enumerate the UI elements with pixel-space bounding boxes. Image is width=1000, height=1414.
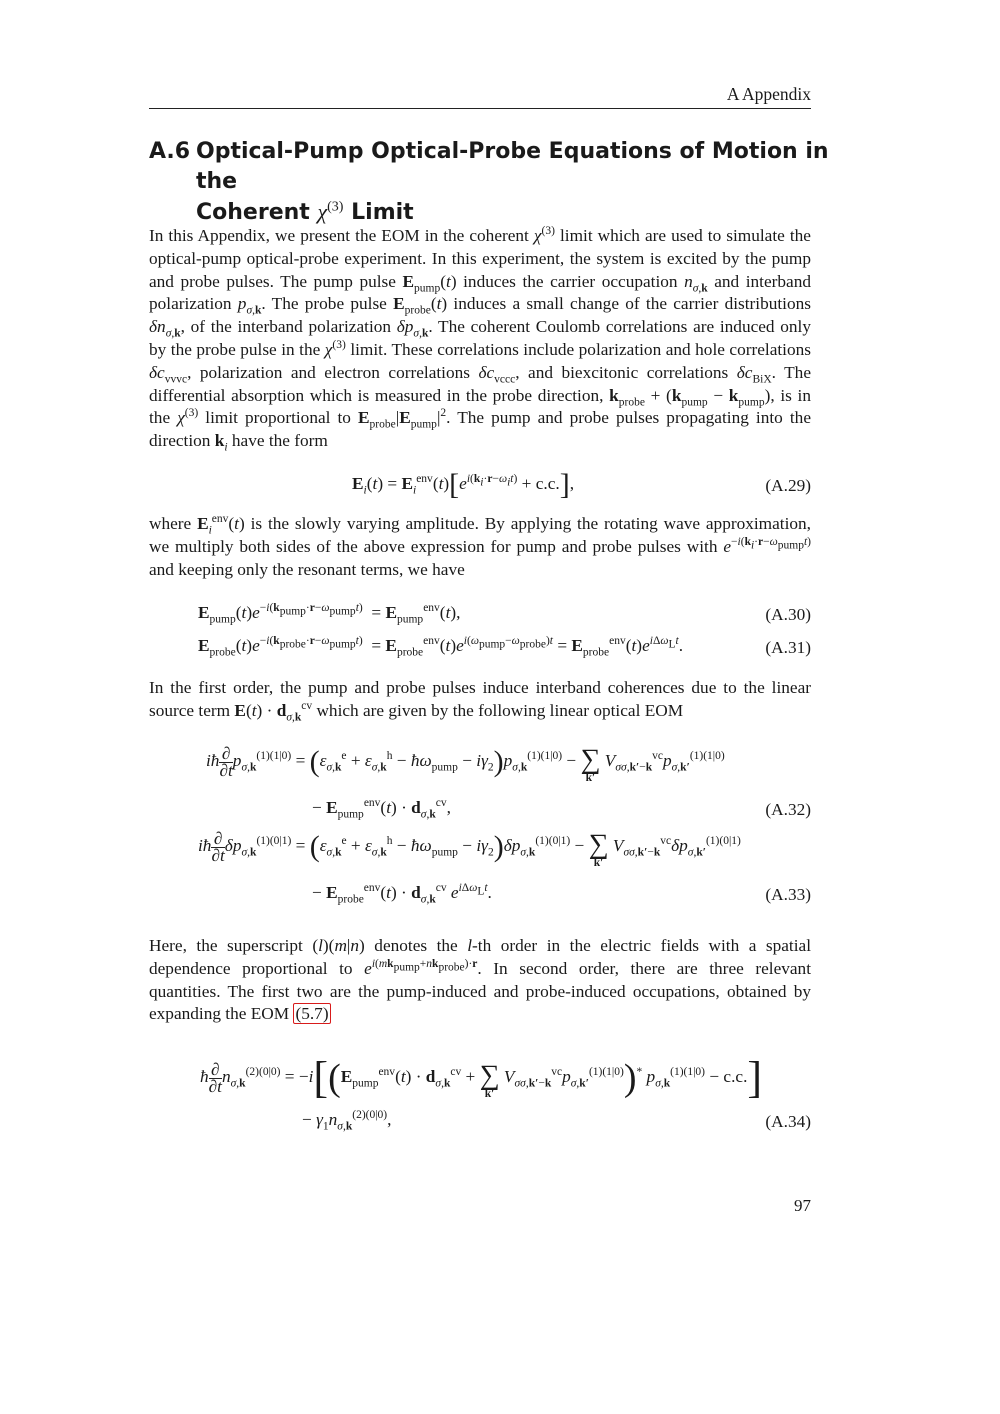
paragraph-first-order: In the first order, the pump and probe pulses induce interband coherences due to the linear source term $E(t) \cdot d_{\sigma,k}^{cv}$ which are given by the following linear optical EOM	[149, 678, 811, 724]
paragraph-second-order: Here, the superscript (l)(m|n) denotes the l-th order in the electric fields with a spatial dependence proportional to $e^{i(mk_{pump}+nk_{probe})\cdot r}$. In second order, there are three relevant quantities. The first two are the pump-induced and probe-induced occupations, obtained by expanding the EOM (5.7)	[149, 936, 811, 1024]
equation-a30: $E_{pump}(t)e^{-i(k_{pump}\cdot r-\omega_{pump}t)} = E_{pump}^{env}(t)$,	[198, 602, 461, 626]
equation-number: (A.29)	[765, 476, 811, 495]
equation-a32: iħ $\frac{\partial}{\partial t}$ $p_{\sigma,k}^{(1)(1|0)} = (\varepsilon_{\sigma,k}^e + \varepsilon_{\sigma,k}^h$ − $ħ\omega_{pump} - i\gamma_2)p_{\sigma,k}^{(1)(1|0)}$ − ∑ k′ $V_{\sigma\sigma,k'-k}^{vc}p_{\sigma,k'}^{(1)(1|0)}$	[206, 743, 725, 784]
paragraph-intro: In this Appendix, we present the EOM in the coherent $\chi^{(3)}$ limit which are used to simulate the optical-pump optical-probe experiment. In this experiment, the system is excited by the pump and probe pulses. The pump pulse $E_{pump}(t)$ induces the carrier occupation $n_{\sigma,k}$ and interband polarization $p_{\sigma,k}$. The probe pulse $E_{probe}(t)$ induces a small change of the carrier distributions $\delta n_{\sigma,k}$, of the interband polarization $\delta p_{\sigma,k}$. The coherent Coulomb correlations are induced only by the probe pulse in the $\chi^{(3)}$ limit. These correlations include polarization and hole correlations $\delta c_{vvvc}$, polarization and electron correlations $\delta c_{vccc}$, and biexcitonic correlations $\delta c_{BiX}$. The differential absorption which is measured in the probe direction, $k_{probe} + (k_{pump} - k_{pump})$, is in the $\chi^{(3)}$ limit proportional to $E_{probe}|E_{pump}|^2$. The pump and probe pulses propagating into the direction $k_i$ have the form	[149, 225, 812, 454]
equation-a33-line2: − $E_{probe}^{env}(t) \cdot d_{\sigma,k}^{cv}$ $e^{i\Delta\omega_Lt}$.	[312, 882, 492, 906]
paragraph-rwa: where $E_i^{env}(t)$ is the slowly varying amplitude. By applying the rotating wave approximation, we multiply both sides of the above expression for pump and probe pulses with $e^{-i(k_i\cdot r-\omega_{pump}t)}$ and keeping only the resonant terms, we have	[149, 513, 811, 579]
equation-a31: $E_{probe}(t)e^{-i(k_{probe}\cdot r-\omega_{pump}t)} = E_{probe}^{env}(t)e^{i(\omega_{pump}-\omega_{probe})t} = E_{probe}^{env}(t)e^{i\Delta\omega_Lt}$.	[198, 635, 684, 659]
equation-a29: $E_i(t) = E_i^{env}(t)[e^{i(k_i\cdot r-\omega_it)} + c.c.]$,	[352, 468, 575, 502]
equation-number: (A.31)	[765, 638, 811, 657]
equation-a34: ħ $\frac{\partial}{\partial t}$ $n_{\sigma,k}^{(2)(0|0)} = -i[(E_{pump}^{env}(t) \cdot d_{\sigma,k}^{cv}$ + ∑ k′ $V_{\sigma\sigma,k'-k}^{vc}p_{\sigma,k'}^{(1)(1|0)})^*$ $p_{\sigma,k}^{(1)(1|0)} - c.c$.]	[200, 1053, 763, 1102]
equation-number: (A.34)	[765, 1112, 811, 1131]
equation-number: (A.33)	[765, 885, 811, 904]
equation-a34-line2: − $\gamma_1n_{\sigma,k}^{(2)(0|0)}$,	[302, 1109, 392, 1133]
running-header	[149, 82, 811, 109]
equation-reference-link[interactable]: (5.7)	[295, 1004, 329, 1024]
equation-a32-line2: − $E_{pump}^{env}(t) \cdot d_{\sigma,k}^{cv}$,	[312, 797, 451, 821]
section-title: Optical-Pump Optical-Probe Equations of Motion in the Coherent $\chi^{(3)}$ Limit	[196, 139, 829, 225]
equation-a33: iħ $\frac{\partial}{\partial t}$ $\delta p_{\sigma,k}^{(1)(0|1)} = (\varepsilon_{\sigma,k}^e + \varepsilon_{\sigma,k}^h$ − $ħ\omega_{pump} - i\gamma_2)\delta p_{\sigma,k}^{(1)(0|1)}$ − ∑ k′ $V_{\sigma\sigma,k'-k}^{vc}\delta p_{\sigma,k'}^{(1)(0|1)}$	[198, 828, 741, 869]
section-number: A.6	[149, 139, 191, 164]
page-number: 97	[794, 1196, 811, 1215]
running-head-text: A Appendix	[726, 84, 811, 104]
equation-number: (A.32)	[765, 800, 811, 819]
equation-number: (A.30)	[765, 605, 811, 624]
